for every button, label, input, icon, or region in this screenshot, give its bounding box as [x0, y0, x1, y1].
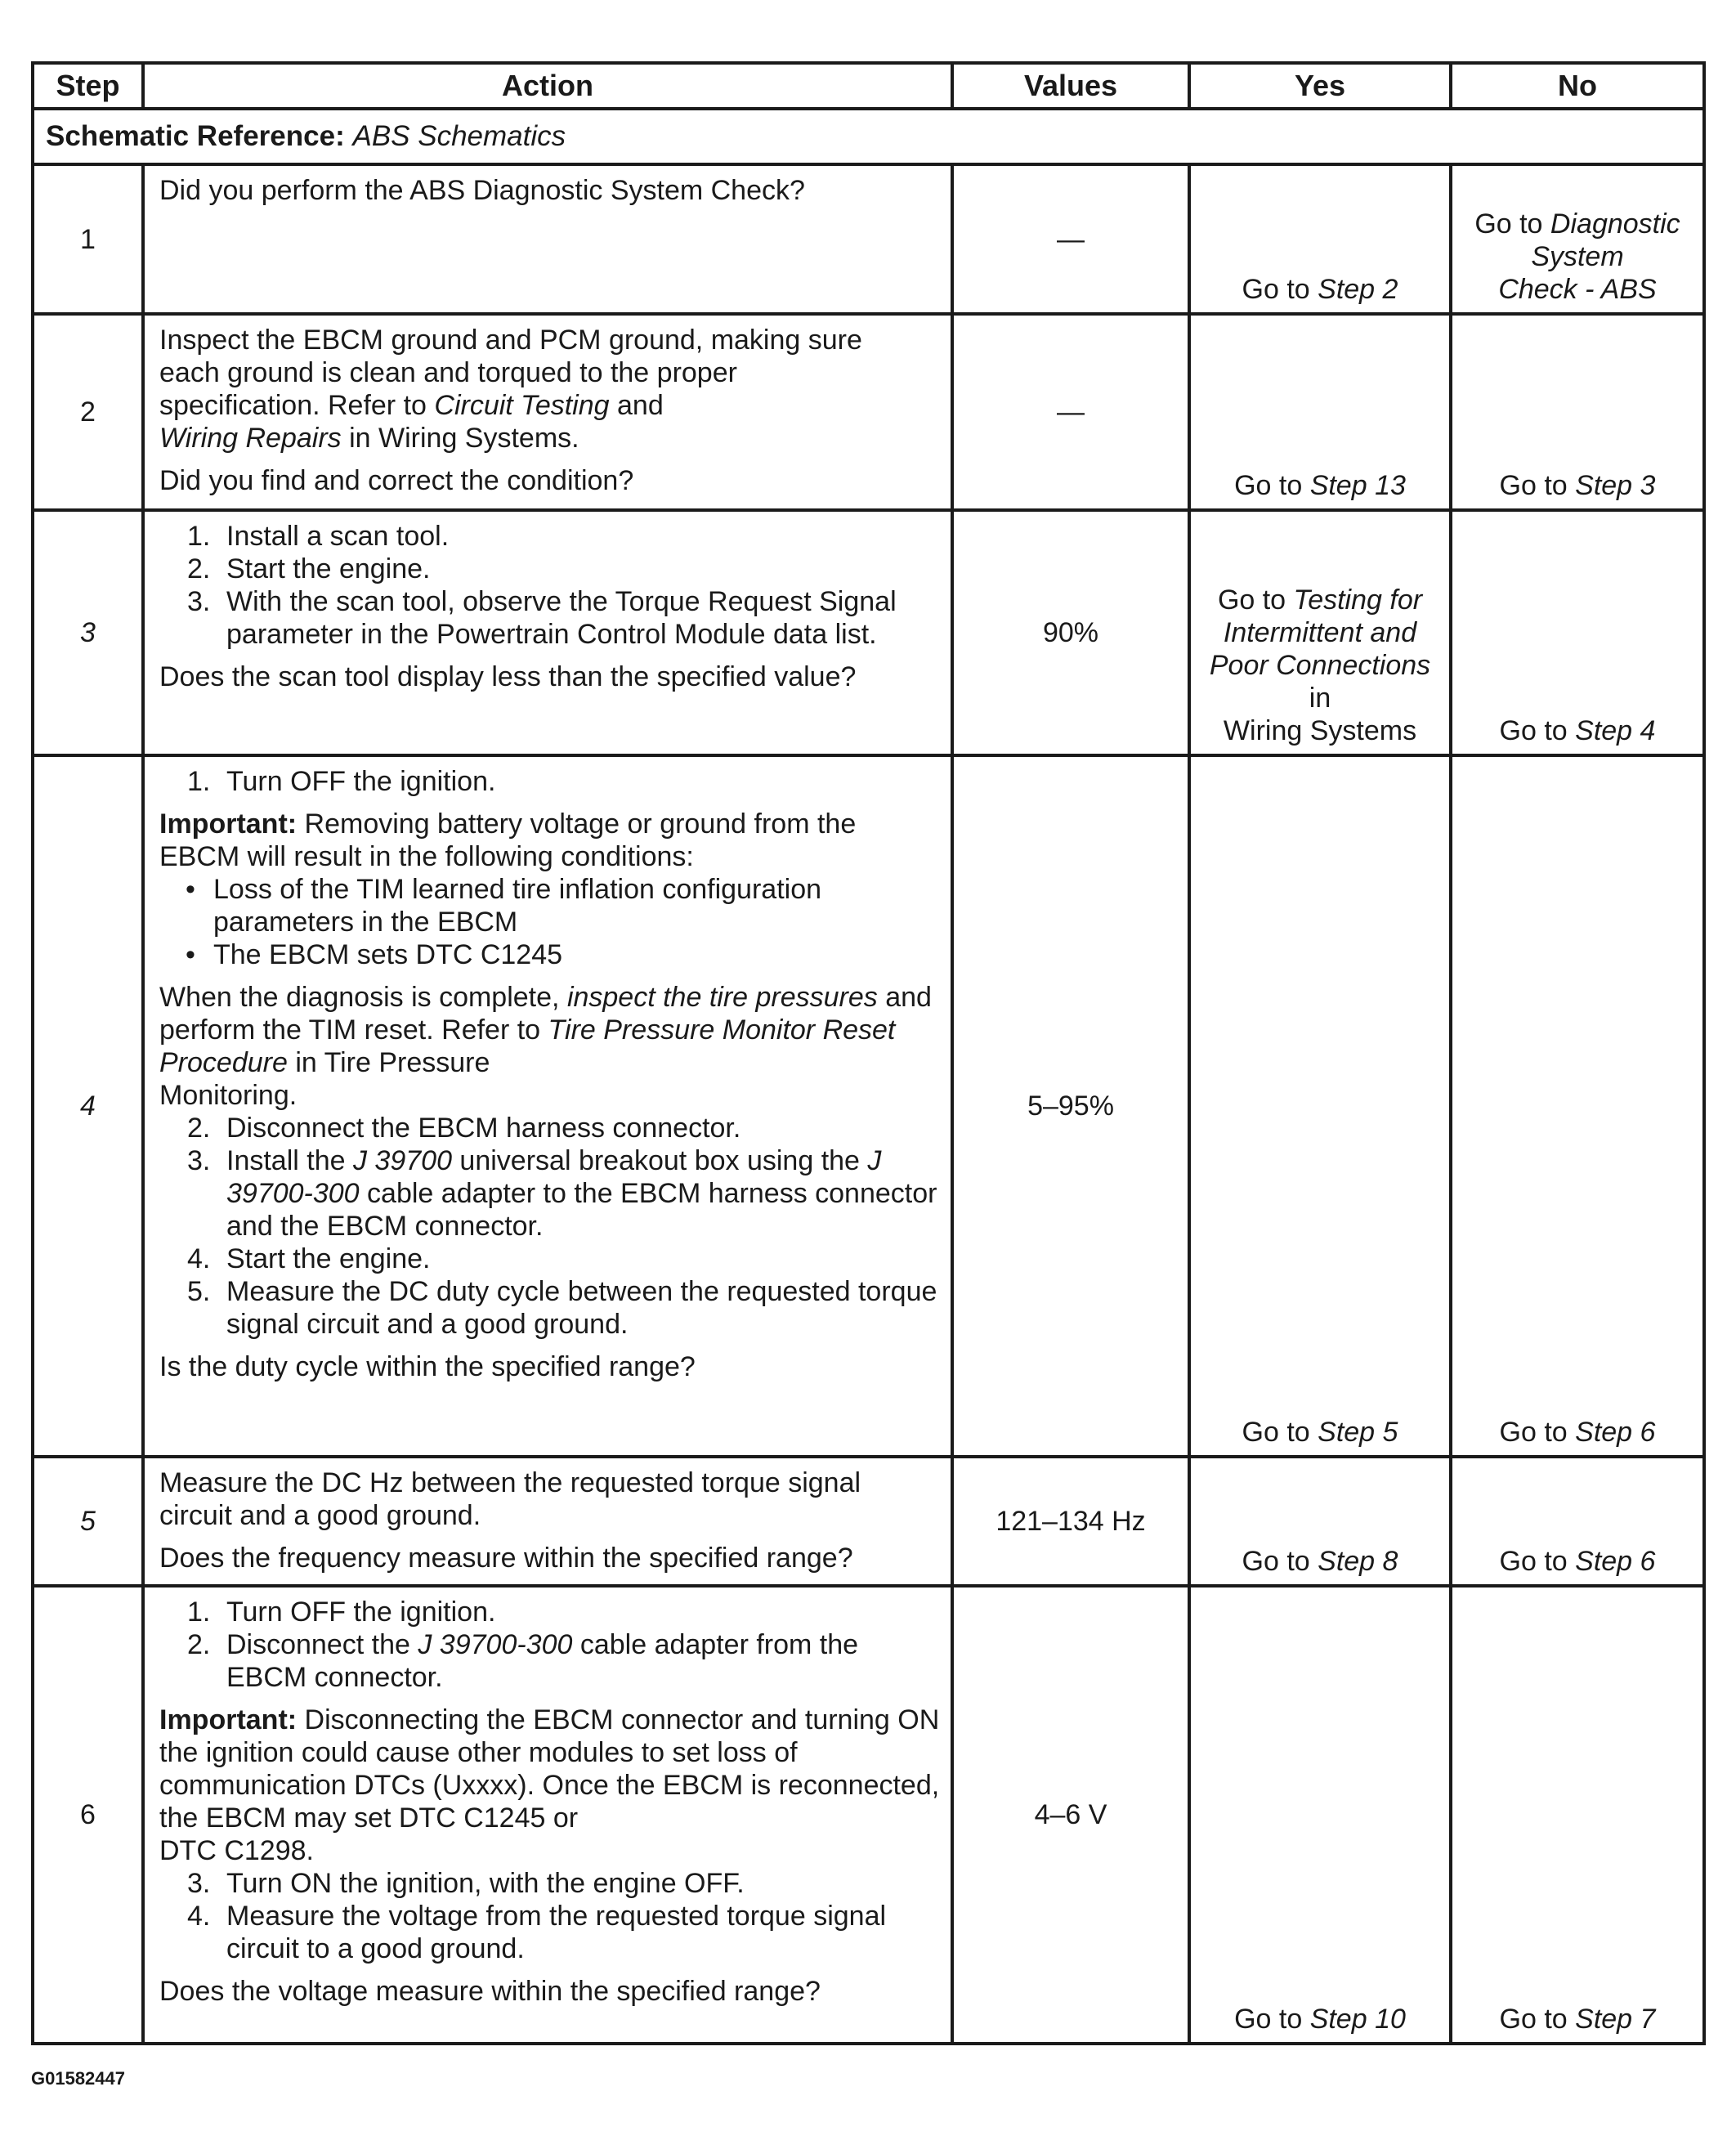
- no-ref-link: System: [1531, 241, 1624, 272]
- figure-id: G01582447: [31, 2068, 125, 2089]
- numbered-step: [159, 1900, 942, 1965]
- text-run: in Tire Pressure: [287, 1047, 490, 1078]
- step-number: 1: [33, 164, 143, 314]
- no-go-to: Go to: [1474, 208, 1550, 240]
- table-row: [33, 755, 1704, 1457]
- step-number: 3: [33, 510, 143, 755]
- step-number: 2: [33, 314, 143, 510]
- step-text: Turn OFF the ignition.: [226, 1596, 496, 1628]
- header-step: Step: [33, 63, 143, 109]
- yes-ref-link: Testing for: [1293, 584, 1423, 616]
- yes-go-to: Go to: [1242, 1417, 1318, 1448]
- bullet-item: [159, 873, 942, 938]
- no-go-to: Go to: [1499, 2004, 1576, 2035]
- action-cell: [143, 314, 952, 510]
- step-text: Measure the DC duty cycle between the requested torque signal circuit and a good ground.: [226, 1276, 937, 1340]
- table-row: [33, 314, 1704, 510]
- yes-cell: [1189, 314, 1451, 510]
- text-run: specification. Refer to: [159, 390, 435, 421]
- values-cell: 5–95%: [952, 755, 1189, 1457]
- yes-ref-link: Intermittent and: [1223, 617, 1417, 648]
- tool-ref: J 39700: [352, 1145, 452, 1176]
- important-text: Removing battery voltage or ground from the EBCM will result in the following conditions:: [159, 808, 857, 872]
- important-note: [159, 1704, 942, 1867]
- text-run: cable adapter from the EBCM connector.: [226, 1629, 859, 1693]
- no-go-to: Go to: [1499, 1417, 1576, 1448]
- values-cell: —: [952, 314, 1189, 510]
- step-index: 2.: [187, 1629, 211, 1660]
- no-step-link: Step 6: [1575, 1417, 1656, 1448]
- action-text: Measure the DC Hz between the requested torque signal: [159, 1467, 861, 1498]
- yes-go-to: Go to: [1242, 1546, 1318, 1577]
- no-cell: [1451, 755, 1704, 1457]
- text-run: universal breakout box using the: [451, 1145, 868, 1176]
- no-go-to: Go to: [1499, 715, 1576, 746]
- bullet-text: The EBCM sets DTC C1245: [213, 939, 563, 970]
- no-go-to: Go to: [1499, 1546, 1576, 1577]
- step-index: 3.: [187, 1145, 211, 1176]
- table-row: [33, 1457, 1704, 1586]
- numbered-step: [159, 1275, 942, 1341]
- step-index: 5.: [187, 1276, 211, 1307]
- action-cell: [143, 1586, 952, 2044]
- yes-cell: [1189, 755, 1451, 1457]
- step-text: Start the engine.: [226, 1243, 431, 1274]
- no-step-link: Step 3: [1575, 470, 1656, 501]
- values-cell: —: [952, 164, 1189, 314]
- numbered-step: [159, 520, 942, 553]
- values-cell: 4–6 V: [952, 1586, 1189, 2044]
- reference-link: Circuit Testing: [434, 390, 610, 421]
- schematic-reference: [33, 109, 1704, 164]
- table-row: [33, 1586, 1704, 2044]
- numbered-step: [159, 765, 942, 798]
- text-run: Measure the voltage from the requested torque signal: [226, 1901, 887, 1932]
- step-index: 3.: [187, 586, 211, 617]
- text-run: Disconnect the: [226, 1629, 418, 1660]
- step-text: Turn ON the ignition, with the engine OFF.: [226, 1868, 745, 1899]
- no-cell: [1451, 1586, 1704, 2044]
- text-run: Install the: [226, 1145, 353, 1176]
- yes-step-link: Step 13: [1309, 470, 1406, 501]
- step-number: 4: [33, 755, 143, 1457]
- numbered-step: [159, 553, 942, 585]
- yes-ref-link: Poor Connections: [1209, 650, 1431, 681]
- yes-go-to: Go to: [1234, 2004, 1310, 2035]
- action-text: Inspect the EBCM ground and PCM ground, making sure: [159, 325, 862, 356]
- bullet-icon: •: [186, 874, 195, 905]
- no-step-link: Step 4: [1575, 715, 1656, 746]
- yes-cell: [1189, 164, 1451, 314]
- step-index: 1.: [187, 521, 211, 552]
- text-run: circuit to a good ground.: [226, 1933, 525, 1964]
- step-index: 2.: [187, 553, 211, 584]
- numbered-step: [159, 1243, 942, 1275]
- action-text: circuit and a good ground.: [159, 1500, 481, 1531]
- no-step-link: Step 6: [1575, 1546, 1656, 1577]
- yes-cell: [1189, 1586, 1451, 2044]
- values-cell: 121–134 Hz: [952, 1457, 1189, 1586]
- action-cell: [143, 755, 952, 1457]
- step-text: Install a scan tool.: [226, 521, 450, 552]
- action-cell: [143, 1457, 952, 1586]
- yes-text: Wiring Systems: [1223, 715, 1417, 746]
- schematic-label: Schematic Reference:: [46, 120, 345, 152]
- tool-ref: J 39700-300: [418, 1629, 573, 1660]
- step-index: 2.: [187, 1113, 211, 1144]
- tool-ref: J 39700-300: [226, 1145, 882, 1209]
- no-cell: [1451, 510, 1704, 755]
- important-label: Important:: [159, 1704, 298, 1735]
- step-text: Turn OFF the ignition.: [226, 766, 496, 797]
- numbered-step: [159, 585, 942, 651]
- question-text: Does the scan tool display less than the specified value?: [159, 661, 857, 692]
- text-run: and: [609, 390, 664, 421]
- text-run: and perform the TIM reset. Refer to: [159, 982, 932, 1046]
- yes-cell: [1189, 510, 1451, 755]
- bullet-icon: •: [186, 939, 195, 970]
- question-text: Did you find and correct the condition?: [159, 465, 634, 496]
- yes-go-to: Go to: [1217, 584, 1294, 616]
- numbered-step: [159, 1596, 942, 1628]
- no-ref-link: Diagnostic: [1550, 208, 1680, 240]
- step-index: 4.: [187, 1901, 211, 1932]
- text-run: inspect the tire pressures: [566, 982, 878, 1013]
- question-text: Does the voltage measure within the specified range?: [159, 1976, 821, 2007]
- yes-go-to: Go to: [1234, 470, 1310, 501]
- text-run: in Wiring Systems.: [341, 423, 579, 454]
- step-text: [226, 1144, 942, 1243]
- reference-link: Tire Pressure Monitor Reset Procedure: [159, 1014, 896, 1078]
- header-no: No: [1451, 63, 1704, 109]
- table-row: [33, 510, 1704, 755]
- reference-link: Wiring Repairs: [159, 423, 342, 454]
- action-cell: [143, 164, 952, 314]
- header-row: [33, 63, 1704, 109]
- numbered-step: [159, 1112, 942, 1144]
- schematic-link: ABS Schematics: [352, 120, 566, 152]
- action-text: [159, 422, 942, 455]
- numbered-step: [159, 1867, 942, 1900]
- step-index: 1.: [187, 1596, 211, 1628]
- yes-text: in: [1309, 683, 1331, 714]
- values-cell: 90%: [952, 510, 1189, 755]
- important-text: DTC C1298.: [159, 1835, 314, 1866]
- no-step-link: Step 7: [1575, 2004, 1656, 2035]
- no-go-to: Go to: [1499, 470, 1576, 501]
- header-action: Action: [143, 63, 952, 109]
- no-cell: [1451, 1457, 1704, 1586]
- text-run: cable adapter to the EBCM harness: [359, 1178, 816, 1209]
- action-text: [159, 389, 942, 422]
- step-text: Disconnect the EBCM harness connector.: [226, 1113, 741, 1144]
- action-cell: [143, 510, 952, 755]
- yes-go-to: Go to: [1242, 274, 1318, 305]
- yes-cell: [1189, 1457, 1451, 1586]
- step-number: 5: [33, 1457, 143, 1586]
- diagnostic-table: [31, 61, 1706, 2045]
- schematic-row: [33, 109, 1704, 164]
- question-text: Does the frequency measure within the specified range?: [159, 1543, 853, 1574]
- table-row: [33, 164, 1704, 314]
- header-yes: Yes: [1189, 63, 1451, 109]
- step-index: 4.: [187, 1243, 211, 1274]
- yes-step-link: Step 2: [1318, 274, 1398, 305]
- yes-step-link: Step 8: [1318, 1546, 1398, 1577]
- step-text: With the scan tool, observe the Torque Request Signal parameter in the Powertrain Control Module data list.: [226, 586, 897, 650]
- no-cell: [1451, 314, 1704, 510]
- text-run: connector and the EBCM connector.: [226, 1178, 937, 1242]
- important-note: [159, 808, 942, 873]
- question-text: Did you perform the ABS Diagnostic System Check?: [159, 175, 805, 206]
- step-text: [226, 1628, 942, 1694]
- action-text: each ground is clean and torqued to the proper: [159, 357, 737, 388]
- bullet-text: Loss of the TIM learned tire inflation configuration parameters in the EBCM: [213, 874, 822, 938]
- action-text: [159, 981, 942, 1112]
- no-ref-link: Check - ABS: [1498, 274, 1657, 305]
- important-text: Disconnecting the EBCM connector and turning ON the ignition could cause other modules to set loss of communication DTCs (Uxxxx). Once the EBCM is reconnected, the EBCM may set DTC C1245 or: [159, 1704, 940, 1834]
- yes-step-link: Step 5: [1318, 1417, 1398, 1448]
- text-run: Monitoring.: [159, 1080, 298, 1111]
- numbered-step: [159, 1628, 942, 1694]
- step-index: 3.: [187, 1868, 211, 1899]
- step-text: Start the engine.: [226, 553, 431, 584]
- yes-step-link: Step 10: [1309, 2004, 1406, 2035]
- step-text: [226, 1900, 942, 1965]
- step-number: 6: [33, 1586, 143, 2044]
- step-index: 1.: [187, 766, 211, 797]
- header-values: Values: [952, 63, 1189, 109]
- numbered-step: [159, 1144, 942, 1243]
- no-cell: [1451, 164, 1704, 314]
- question-text: Is the duty cycle within the specified range?: [159, 1351, 696, 1382]
- important-label: Important:: [159, 808, 298, 840]
- text-run: When the diagnosis is complete,: [159, 982, 567, 1013]
- bullet-item: [159, 938, 942, 971]
